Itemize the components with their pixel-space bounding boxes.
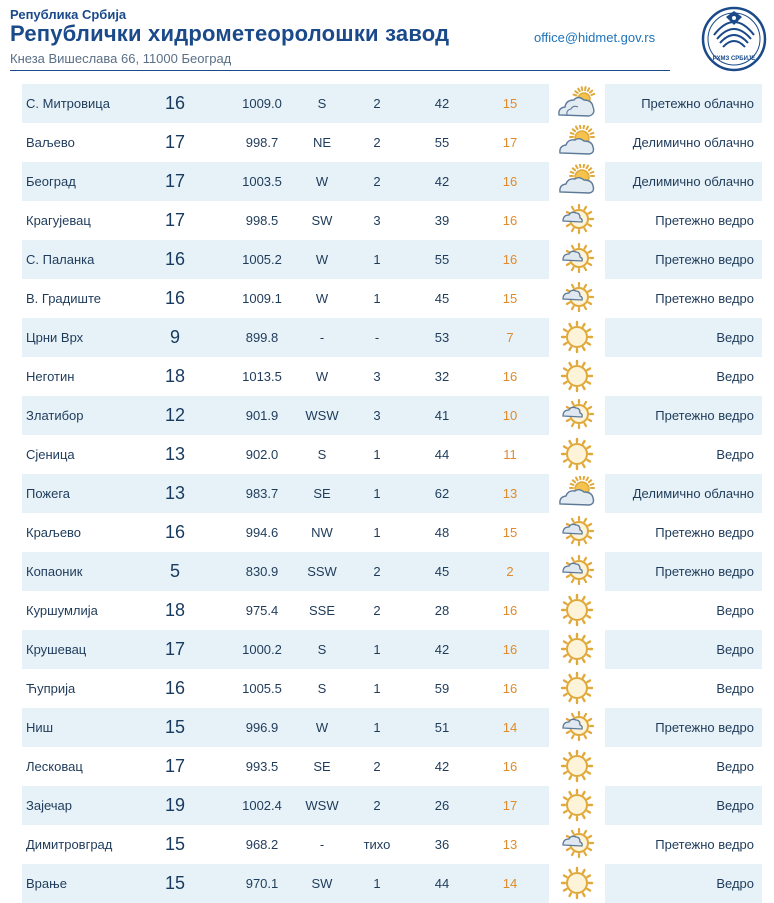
station-name: Пожега (26, 474, 70, 513)
pressure-value: 970.1 (222, 864, 302, 903)
feels-like-value: 16 (480, 201, 540, 240)
table-row (22, 513, 762, 552)
weather-description: Ведро (594, 591, 754, 630)
station-name: С. Паланка (26, 240, 94, 279)
wind-speed-value: 2 (347, 552, 407, 591)
weather-description: Претежно ведро (594, 279, 754, 318)
table-row (22, 747, 762, 786)
wind-speed-value: 2 (347, 123, 407, 162)
feels-like-value: 16 (480, 357, 540, 396)
wind-direction-value: W (292, 240, 352, 279)
weather-description: Претежно ведро (594, 708, 754, 747)
wind-direction-value: NE (292, 123, 352, 162)
humidity-value: 36 (412, 825, 472, 864)
table-row (22, 474, 762, 513)
pressure-value: 1013.5 (222, 357, 302, 396)
weather-description: Ведро (594, 864, 754, 903)
temperature-value: 13 (150, 435, 200, 474)
feels-like-value: 16 (480, 630, 540, 669)
wind-speed-value: 2 (347, 84, 407, 123)
page-header (0, 0, 774, 84)
table-row (22, 708, 762, 747)
humidity-value: 62 (412, 474, 472, 513)
station-name: Неготин (26, 357, 74, 396)
humidity-value: 42 (412, 747, 472, 786)
feels-like-value: 16 (480, 591, 540, 630)
wind-direction-value: SE (292, 747, 352, 786)
humidity-value: 59 (412, 669, 472, 708)
weather-description: Претежно ведро (594, 552, 754, 591)
wind-direction-value: SW (292, 864, 352, 903)
table-row (22, 552, 762, 591)
station-name: Ваљево (26, 123, 75, 162)
address-text: Кнеза Вишеслава 66, 11000 Београд (10, 51, 231, 66)
pressure-value: 996.9 (222, 708, 302, 747)
temperature-value: 18 (150, 357, 200, 396)
humidity-value: 41 (412, 396, 472, 435)
weather-description: Ведро (594, 630, 754, 669)
feels-like-value: 13 (480, 474, 540, 513)
wind-speed-value: 2 (347, 162, 407, 201)
table-row (22, 357, 762, 396)
humidity-value: 44 (412, 864, 472, 903)
weather-description: Претежно ведро (594, 201, 754, 240)
feels-like-value: 17 (480, 123, 540, 162)
table-row (22, 318, 762, 357)
weather-description: Претежно ведро (594, 396, 754, 435)
pressure-value: 901.9 (222, 396, 302, 435)
feels-like-value: 7 (480, 318, 540, 357)
temperature-value: 17 (150, 747, 200, 786)
wind-direction-value: S (292, 630, 352, 669)
temperature-value: 17 (150, 201, 200, 240)
wind-speed-value: 2 (347, 591, 407, 630)
wind-speed-value: 1 (347, 435, 407, 474)
station-name: Ниш (26, 708, 53, 747)
wind-direction-value: - (292, 318, 352, 357)
wind-speed-value: тихо (347, 825, 407, 864)
station-name: Крагујевац (26, 201, 91, 240)
feels-like-value: 11 (480, 435, 540, 474)
wind-direction-value: SE (292, 474, 352, 513)
pressure-value: 1000.2 (222, 630, 302, 669)
table-row (22, 630, 762, 669)
humidity-value: 51 (412, 708, 472, 747)
weather-table (22, 84, 762, 903)
station-name: Црни Врх (26, 318, 83, 357)
weather-description: Претежно ведро (594, 513, 754, 552)
weather-description: Делимично облачно (594, 474, 754, 513)
humidity-value: 53 (412, 318, 472, 357)
weather-description: Претежно ведро (594, 825, 754, 864)
temperature-value: 19 (150, 786, 200, 825)
rhmz-logo-icon[interactable] (700, 5, 768, 73)
temperature-value: 15 (150, 864, 200, 903)
temperature-value: 16 (150, 279, 200, 318)
pressure-value: 902.0 (222, 435, 302, 474)
humidity-value: 26 (412, 786, 472, 825)
table-row (22, 201, 762, 240)
temperature-value: 16 (150, 84, 200, 123)
table-row (22, 396, 762, 435)
feels-like-value: 13 (480, 825, 540, 864)
temperature-value: 17 (150, 162, 200, 201)
wind-direction-value: W (292, 708, 352, 747)
feels-like-value: 2 (480, 552, 540, 591)
pressure-value: 1009.0 (222, 84, 302, 123)
station-name: Краљево (26, 513, 81, 552)
humidity-value: 55 (412, 240, 472, 279)
wind-speed-value: 1 (347, 630, 407, 669)
pressure-value: 1003.5 (222, 162, 302, 201)
station-name: Копаоник (26, 552, 82, 591)
wind-speed-value: 1 (347, 279, 407, 318)
temperature-value: 16 (150, 513, 200, 552)
feels-like-value: 10 (480, 396, 540, 435)
wind-direction-value: W (292, 279, 352, 318)
station-name: Златибор (26, 396, 84, 435)
wind-direction-value: WSW (292, 396, 352, 435)
humidity-value: 45 (412, 552, 472, 591)
weather-description: Претежно ведро (594, 240, 754, 279)
table-row (22, 786, 762, 825)
temperature-value: 15 (150, 708, 200, 747)
wind-direction-value: SSE (292, 591, 352, 630)
humidity-value: 32 (412, 357, 472, 396)
humidity-value: 55 (412, 123, 472, 162)
weather-description: Ведро (594, 318, 754, 357)
pressure-value: 993.5 (222, 747, 302, 786)
table-row (22, 123, 762, 162)
email-link[interactable]: office@hidmet.gov.rs (534, 30, 655, 45)
feels-like-value: 14 (480, 708, 540, 747)
weather-description: Делимично облачно (594, 123, 754, 162)
feels-like-value: 15 (480, 84, 540, 123)
pressure-value: 998.7 (222, 123, 302, 162)
feels-like-value: 14 (480, 864, 540, 903)
temperature-value: 16 (150, 240, 200, 279)
humidity-value: 48 (412, 513, 472, 552)
station-name: В. Градиште (26, 279, 101, 318)
wind-direction-value: SW (292, 201, 352, 240)
station-name: Врање (26, 864, 67, 903)
table-row (22, 84, 762, 123)
station-name: Димитровград (26, 825, 112, 864)
wind-direction-value: - (292, 825, 352, 864)
station-name: С. Митровица (26, 84, 110, 123)
wind-direction-value: W (292, 357, 352, 396)
temperature-value: 13 (150, 474, 200, 513)
wind-speed-value: 3 (347, 201, 407, 240)
station-name: Београд (26, 162, 76, 201)
page-title: Републички хидрометеоролошки завод (10, 21, 449, 47)
temperature-value: 9 (150, 318, 200, 357)
pressure-value: 983.7 (222, 474, 302, 513)
pressure-value: 830.9 (222, 552, 302, 591)
wind-speed-value: 2 (347, 786, 407, 825)
svg-text:РХМЗ СРБИЈЕ: РХМЗ СРБИЈЕ (713, 56, 756, 62)
temperature-value: 16 (150, 669, 200, 708)
pressure-value: 1009.1 (222, 279, 302, 318)
wind-direction-value: SSW (292, 552, 352, 591)
feels-like-value: 16 (480, 162, 540, 201)
station-name: Крушевац (26, 630, 86, 669)
table-row (22, 240, 762, 279)
pressure-value: 1005.2 (222, 240, 302, 279)
humidity-value: 42 (412, 630, 472, 669)
humidity-value: 44 (412, 435, 472, 474)
station-name: Куршумлија (26, 591, 98, 630)
wind-speed-value: 2 (347, 747, 407, 786)
wind-speed-value: 1 (347, 708, 407, 747)
wind-speed-value: 3 (347, 396, 407, 435)
table-row (22, 162, 762, 201)
wind-speed-value: 1 (347, 513, 407, 552)
feels-like-value: 17 (480, 786, 540, 825)
humidity-value: 39 (412, 201, 472, 240)
wind-direction-value: WSW (292, 786, 352, 825)
header-divider (10, 70, 670, 71)
weather-description: Претежно облачно (594, 84, 754, 123)
station-name: Зајечар (26, 786, 72, 825)
feels-like-value: 16 (480, 669, 540, 708)
weather-description: Ведро (594, 669, 754, 708)
wind-direction-value: NW (292, 513, 352, 552)
pressure-value: 1002.4 (222, 786, 302, 825)
pressure-value: 975.4 (222, 591, 302, 630)
temperature-value: 5 (150, 552, 200, 591)
pressure-value: 899.8 (222, 318, 302, 357)
feels-like-value: 16 (480, 747, 540, 786)
temperature-value: 17 (150, 630, 200, 669)
weather-description: Делимично облачно (594, 162, 754, 201)
weather-description: Ведро (594, 786, 754, 825)
table-row (22, 669, 762, 708)
humidity-value: 42 (412, 162, 472, 201)
weather-description: Ведро (594, 357, 754, 396)
station-name: Сјеница (26, 435, 75, 474)
humidity-value: 45 (412, 279, 472, 318)
wind-direction-value: S (292, 669, 352, 708)
wind-speed-value: 1 (347, 669, 407, 708)
pressure-value: 1005.5 (222, 669, 302, 708)
wind-speed-value: 1 (347, 240, 407, 279)
temperature-value: 12 (150, 396, 200, 435)
feels-like-value: 15 (480, 513, 540, 552)
wind-speed-value: 1 (347, 864, 407, 903)
weather-description: Ведро (594, 435, 754, 474)
table-row (22, 435, 762, 474)
wind-direction-value: W (292, 162, 352, 201)
table-row (22, 279, 762, 318)
wind-speed-value: 3 (347, 357, 407, 396)
table-row (22, 825, 762, 864)
table-row (22, 591, 762, 630)
feels-like-value: 15 (480, 279, 540, 318)
station-name: Ћуприја (26, 669, 75, 708)
humidity-value: 42 (412, 84, 472, 123)
temperature-value: 18 (150, 591, 200, 630)
pressure-value: 998.5 (222, 201, 302, 240)
weather-description: Ведро (594, 747, 754, 786)
pressure-value: 994.6 (222, 513, 302, 552)
wind-direction-value: S (292, 84, 352, 123)
wind-speed-value: - (347, 318, 407, 357)
table-row (22, 864, 762, 903)
republic-label: Република Србија (10, 7, 126, 22)
wind-speed-value: 1 (347, 474, 407, 513)
temperature-value: 17 (150, 123, 200, 162)
feels-like-value: 16 (480, 240, 540, 279)
pressure-value: 968.2 (222, 825, 302, 864)
temperature-value: 15 (150, 825, 200, 864)
station-name: Лесковац (26, 747, 83, 786)
wind-direction-value: S (292, 435, 352, 474)
humidity-value: 28 (412, 591, 472, 630)
